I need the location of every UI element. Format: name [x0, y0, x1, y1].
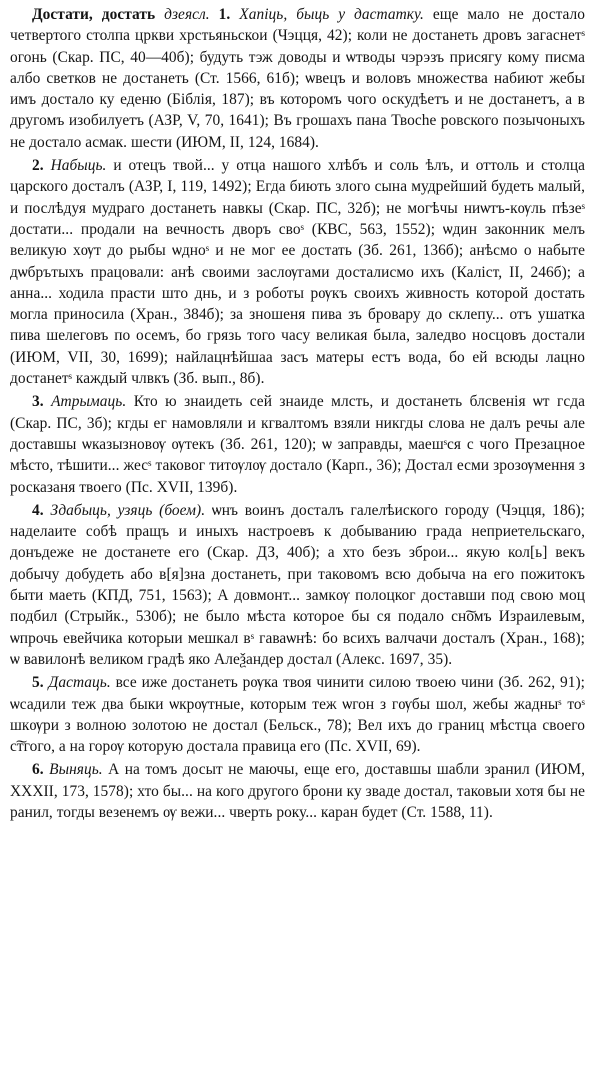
sense-citations: и отецъ твой... у отца нашого хлѣбъ и соль ѣлъ, и оттоль и столца царского досталъ (АЗР, I, 119, 1492); Егда биють злого сына мудрейший будеть малый, и послѣдуя мудраго достанеть навкы (Скар. ПС, 32б); не могѣчы ниѡтъ-кѹль пѣзеˢ достати... продали на вечность дворъ своˢ (КВС, 563, 1552); ѡдин законник мелъ великую хѹт до рыбы ѡдноˢ и не мог ее достать (Зб. 261, 136б); анѣсмо о набыте дѡбрътыхъ працовали: анѣ своими заслѹгами досталисмо ихъ (Каліст, II, 246б); а анна... ходила прасти што днь, и з роботы рѹкъ своихъ живность которой достать могла приносила (Хран., 384б); за зношеня пива зъ бровару до склепу... отъ ушатка пива шелеговъ по осемъ, бо грязь того часу великая была, заледво носцовъ достали (ИЮМ, VII, 30, 1699); найлацнѣйшаа засъ матеры естъ вода, бо ей всюды лацно достанетˢ каждый члвкъ (Зб. вып., 8б). — [10, 157, 585, 388]
sense-number: 4. — [32, 501, 44, 519]
sense-gloss: Дастаць. — [48, 674, 111, 692]
headword: Достати, достать — [32, 6, 156, 23]
sense-2 — [10, 155, 585, 389]
sense-gloss: Выняць. — [49, 761, 103, 779]
sense-citations: А на томъ досыт не маючы, еще его, доставшы шабли зранил (ИЮМ, XXXII, 173, 1578); хто бы... на кого другого брони ку зваде достал, таковыи хотя бы не ранил, тогды везенемъ ѹ вежи... чверть року... каран будет (Ст. 1588, 11). — [10, 761, 585, 821]
sense-number: 3. — [32, 393, 44, 411]
sense-4 — [10, 500, 585, 670]
sense-5 — [10, 672, 585, 757]
sense-1 — [10, 4, 585, 153]
sense-citations: ѡнъ воинъ досталъ галелѣиского городу (Чэцця, 186); наделаите собѣ пращъ и иныхъ настроевъ к добыванию града неприетельскаго, донъдеже не достанете его (Скар. ДЗ, 40б); а хто безъ зброи... якую кол[ь] векъ добычу добудеть або в[я]зна достанеть, при таковомъ всю добыча на его пожитокъ быти маеть (КПД, 751, 1563); А довмонт... замкѹ полоцког доставши под свою моц подбил (Стрыйк., 530б); не было мѣста которое бы ся подало сн͠омъ Израилевым, ѡпрочь евейчика которыи мешкал вˢ гаваѡнѣ: бо всихъ валчачи досталъ (Хран., 168); ѡ вавилонѣ великом градѣ яко Алеѯандер достал (Алекс. 1697, 35). — [10, 501, 585, 668]
sense-citations: все иже достанеть рѹка твоя чинити силою твоею чини (Зб. 262, 91); ѡсадили теж два быки ѡкрѹтные, которым теж ѡгон з гѹбы шол, жебы жадныˢ тоˢ шкѹри з волною золотою не достал (Бельск., 78); Вел ихъ до границ мѣстца своего с͠тгого, а на горѹ которую достала правица его (Пс. XVII, 69). — [10, 674, 585, 756]
sense-citations: еще мало не достало четвертого столпа цркви хрстьяньскои (Чэцця, 42); коли не достанеть дровъ загаснетˢ огонь (Скар. ПС, 40—40б); будуть тэж доводы и ѡтводы чэрэзъ присягу кому писма албо светков не достанеть (Ст. 1566, 61б); ѡвецъ и воловъ множества набиют жебы имъ достало ку еденю (Біблія, 187); въ которомъ чого оскудѣетъ и не достанетъ, а в другомъ изобилуетъ (АЗР, V, 70, 1641); Въ грошахъ пана Твоche ровского позычоныхъ не достало асмак. шести (ИЮМ, II, 124, 1684). — [10, 6, 586, 151]
sense-number: 6. — [32, 761, 44, 779]
sense-gloss: Здабыць, узяць (боем). — [50, 501, 206, 519]
dictionary-entry — [10, 4, 585, 823]
sense-number: 2. — [32, 157, 44, 175]
sense-3 — [10, 391, 585, 497]
sense-number: 5. — [32, 674, 44, 692]
sense-gloss: Набыць. — [50, 157, 107, 175]
sense-citations: Кто ю знаидеть сей знаиде млсть, и достанеть блсвенія ѡт гсда (Скар. ПС, 3б); кгды ег намовляли и кгвалтомъ взяли никгды слова не далъ речы але доставшы ѡказызновѹ ѹтекъ (Зб. 261, 120); ѡ заправды, маешˢся с чого Презацное мѣсто, тѣшити... жесˢ таковог титѹлѹ достало (Карп., 36); Достал есми зрозѹмення з росказаня твоего (Пс. XVII, 139б). — [10, 393, 586, 496]
sense-gloss: Хапіць, быць у дастатку. — [239, 6, 424, 23]
sense-gloss: Атрымаць. — [51, 393, 127, 411]
sense-6 — [10, 759, 585, 823]
sense-number: 1. — [218, 6, 231, 23]
part-of-speech-label: дзеясл. — [164, 6, 210, 23]
